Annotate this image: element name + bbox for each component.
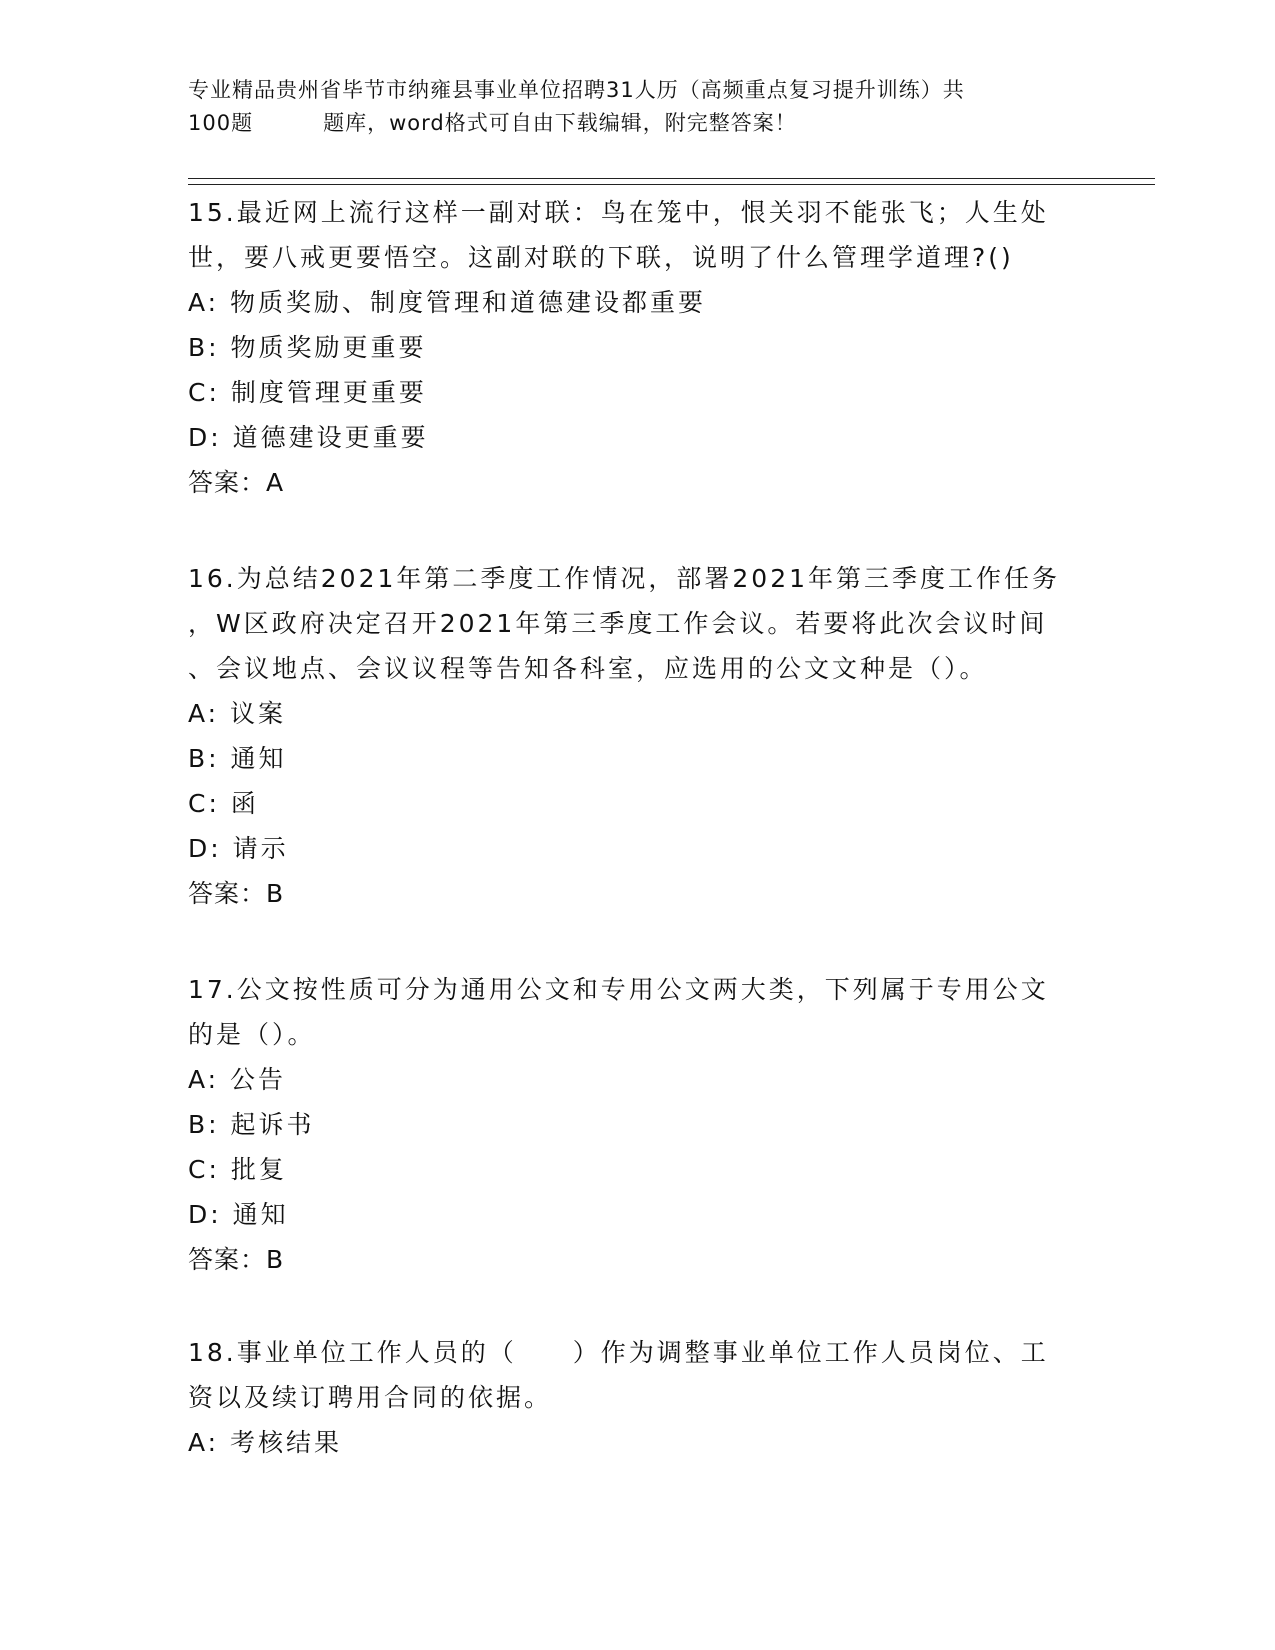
option-c: C: 制度管理更重要 <box>188 378 427 407</box>
question-17 <box>188 967 1078 1282</box>
question-stem-line: 16.为总结2021年第二季度工作情况，部署2021年第三季度工作任务 <box>188 564 1061 593</box>
header-description: 题库，word格式可自由下载编辑，附完整答案！ <box>323 111 797 135</box>
option-d: D: 请示 <box>188 834 289 863</box>
option-a: A: 议案 <box>188 699 287 728</box>
header-line-2 <box>188 107 1078 140</box>
option-b: B: 起诉书 <box>188 1110 315 1139</box>
answer: 答案：B <box>188 879 285 908</box>
question-stem-line: ，W区政府决定召开2021年第三季度工作会议。若要将此次会议时间 <box>188 609 1048 638</box>
option-a: A: 物质奖励、制度管理和道德建设都重要 <box>188 288 707 317</box>
header-divider-bottom <box>188 184 1155 185</box>
document-header <box>188 74 1078 140</box>
question-stem-line: 17.公文按性质可分为通用公文和专用公文两大类，下列属于专用公文 <box>188 975 1049 1004</box>
header-divider-top <box>188 178 1155 179</box>
question-16 <box>188 556 1078 916</box>
option-a: A: 考核结果 <box>188 1428 343 1457</box>
header-line-1: 专业精品贵州省毕节市纳雍县事业单位招聘31人历（高频重点复习提升训练）共 <box>188 78 965 102</box>
question-stem-line: 15.最近网上流行这样一副对联：鸟在笼中，恨关羽不能张飞；人生处 <box>188 198 1049 227</box>
question-stem-line: 世，要八戒更要悟空。这副对联的下联，说明了什么管理学道理?() <box>188 243 1014 272</box>
question-stem-line: 资以及续订聘用合同的依据。 <box>188 1383 553 1412</box>
option-c: C: 函 <box>188 789 259 818</box>
option-d: D: 道德建设更重要 <box>188 423 429 452</box>
question-stem-line: 的是（）。 <box>188 1020 316 1049</box>
answer: 答案：A <box>188 468 285 497</box>
answer: 答案：B <box>188 1245 285 1274</box>
option-b: B: 通知 <box>188 744 287 773</box>
option-d: D: 通知 <box>188 1200 289 1229</box>
header-count: 100题 <box>188 111 254 135</box>
question-stem-line: 18.事业单位工作人员的（ ）作为调整事业单位工作人员岗位、工 <box>188 1338 1049 1367</box>
question-stem-line: 、会议地点、会议议程等告知各科室，应选用的公文文种是（）。 <box>188 654 988 683</box>
question-18 <box>188 1330 1078 1465</box>
option-b: B: 物质奖励更重要 <box>188 333 427 362</box>
option-a: A: 公告 <box>188 1065 287 1094</box>
question-15 <box>188 190 1078 505</box>
option-c: C: 批复 <box>188 1155 287 1184</box>
